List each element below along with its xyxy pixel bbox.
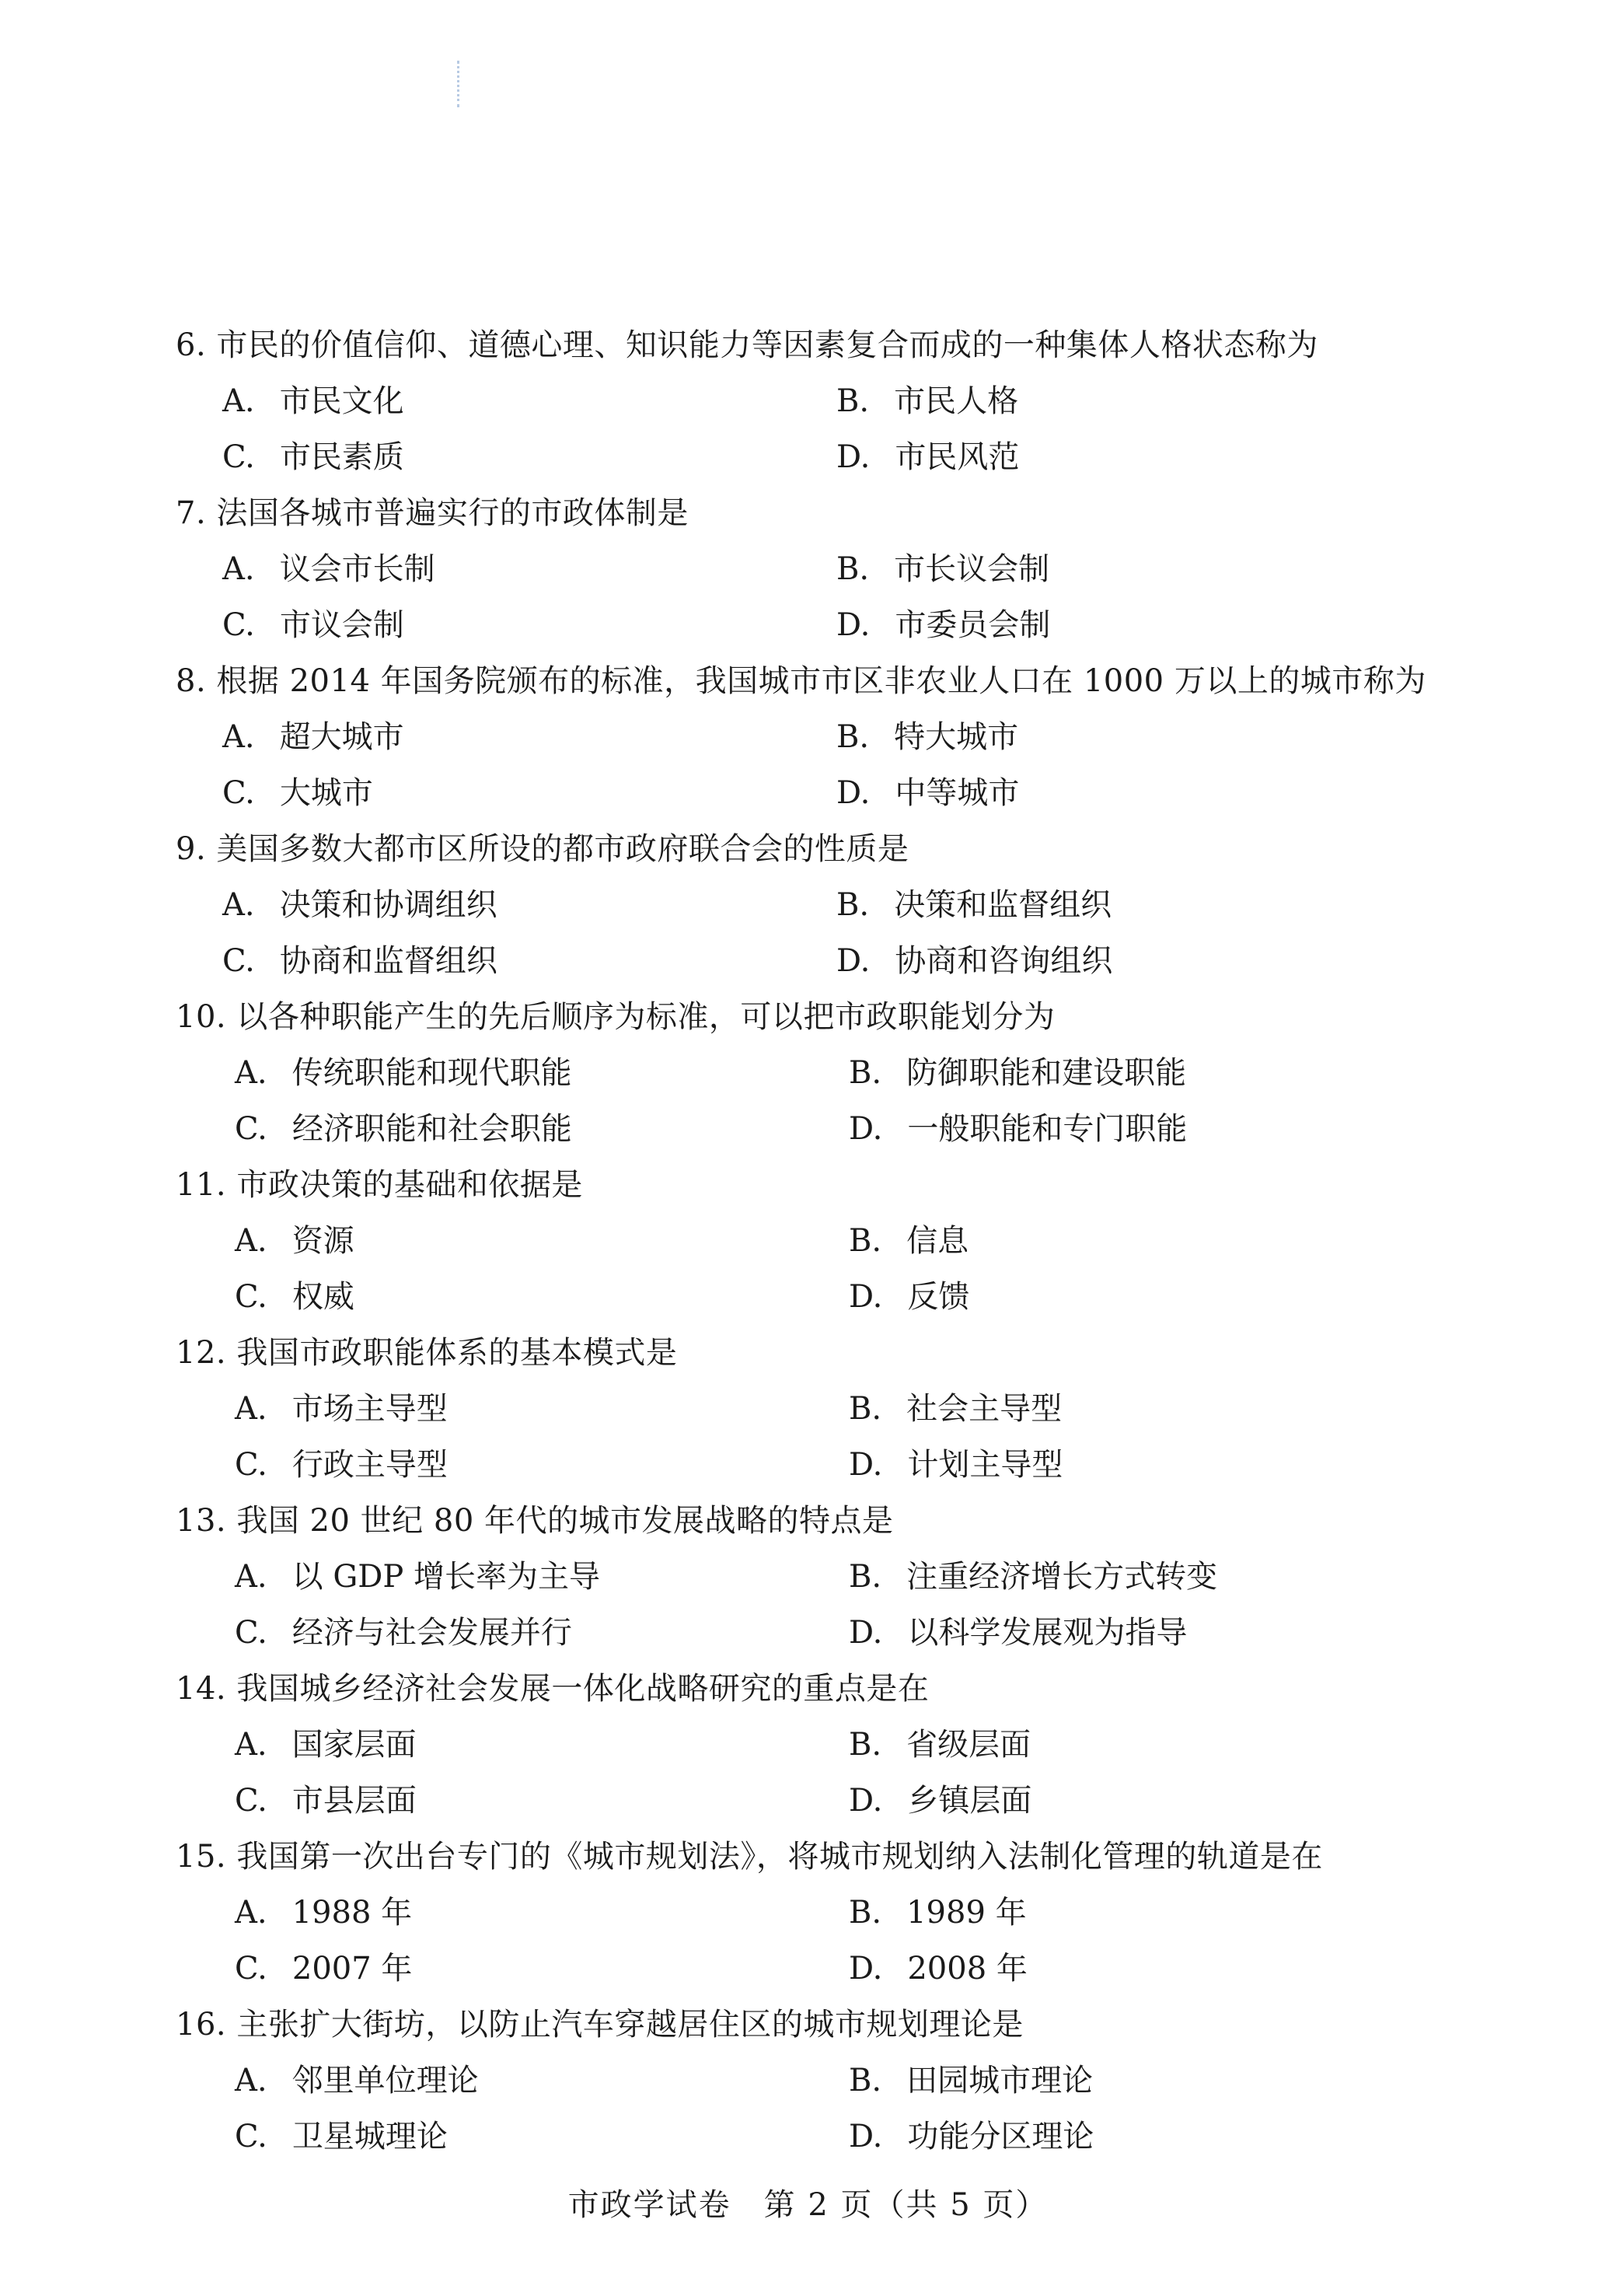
option-grid: [176, 1213, 1450, 1325]
option-grid: [176, 1549, 1450, 1661]
option-b: B. 市长议会制: [836, 551, 1050, 587]
page-footer: 市政学试卷 第 2 页（共 5 页）: [567, 2187, 1049, 2223]
question-16: [176, 1997, 1450, 2165]
option-a: A. 邻里单位理论: [235, 2063, 479, 2099]
option-grid: [176, 1717, 1450, 1829]
option-d: D. 市民风范: [836, 439, 1020, 475]
question-15: [176, 1829, 1450, 1997]
question-list: [176, 317, 1450, 2165]
option-d: D. 乡镇层面: [849, 1783, 1032, 1819]
question-6: [176, 317, 1450, 485]
question-stem: 14. 我国城乡经济社会发展一体化战略研究的重点是在: [176, 1671, 930, 1707]
option-grid: [176, 1885, 1450, 1997]
option-grid: [176, 1045, 1450, 1157]
option-c: C. 市议会制: [222, 607, 404, 643]
question-stem: 11. 市政决策的基础和依据是: [176, 1167, 583, 1203]
question-stem: 8. 根据 2014 年国务院颁布的标准，我国城市市区非农业人口在 1000 万以上的城市称为: [176, 663, 1426, 699]
option-c: C. 卫星城理论: [235, 2119, 448, 2154]
question-stem: 13. 我国 20 世纪 80 年代的城市发展战略的特点是: [176, 1503, 894, 1539]
option-d: D. 反馈: [849, 1279, 970, 1315]
question-9: [176, 821, 1450, 989]
option-c: C. 权威: [235, 1279, 354, 1315]
option-b: B. 决策和监督组织: [836, 887, 1112, 923]
option-d: D. 协商和咨询组织: [836, 943, 1113, 979]
option-grid: [176, 877, 1450, 989]
question-8: [176, 653, 1450, 821]
option-grid: [176, 1381, 1450, 1493]
option-c: C. 大城市: [222, 775, 373, 811]
question-10: [176, 989, 1450, 1157]
option-c: C. 经济与社会发展并行: [235, 1615, 572, 1651]
option-b: B. 信息: [849, 1223, 969, 1259]
option-d: D. 2008 年: [849, 1951, 1028, 1987]
option-a: A. 决策和协调组织: [222, 887, 497, 923]
option-b: B. 特大城市: [836, 719, 1019, 755]
option-c: C. 行政主导型: [235, 1447, 448, 1483]
option-a: A. 以 GDP 增长率为主导: [235, 1559, 600, 1595]
question-stem: 9. 美国多数大都市区所设的都市政府联合会的性质是: [176, 831, 909, 867]
option-a: A. 议会市长制: [222, 551, 435, 587]
option-grid: [176, 373, 1450, 485]
question-stem: 7. 法国各城市普遍实行的市政体制是: [176, 495, 689, 531]
option-a: A. 超大城市: [222, 719, 404, 755]
option-grid: [176, 709, 1450, 821]
option-b: B. 1989 年: [849, 1895, 1027, 1931]
option-c: C. 市县层面: [235, 1783, 417, 1819]
option-c: C. 协商和监督组织: [222, 943, 497, 979]
option-b: B. 省级层面: [849, 1727, 1031, 1763]
question-stem: 16. 主张扩大街坊，以防止汽车穿越居住区的城市规划理论是: [176, 2007, 1024, 2043]
option-b: B. 田园城市理论: [849, 2063, 1094, 2099]
scan-artifact-mark: [457, 61, 470, 107]
option-a: A. 资源: [235, 1223, 354, 1259]
option-b: B. 社会主导型: [849, 1391, 1063, 1427]
question-13: [176, 1493, 1450, 1661]
option-a: A. 市民文化: [222, 383, 404, 419]
option-a: A. 传统职能和现代职能: [235, 1055, 572, 1091]
option-d: D. 一般职能和专门职能: [849, 1111, 1188, 1147]
option-grid: [176, 541, 1450, 653]
question-stem: 10. 以各种职能产生的先后顺序为标准，可以把市政职能划分为: [176, 999, 1056, 1035]
option-d: D. 以科学发展观为指导: [849, 1615, 1188, 1651]
option-d: D. 市委员会制: [836, 607, 1051, 643]
option-d: D. 计划主导型: [849, 1447, 1063, 1483]
option-b: B. 防御职能和建设职能: [849, 1055, 1187, 1091]
option-d: D. 中等城市: [836, 775, 1020, 811]
question-12: [176, 1325, 1450, 1493]
option-c: C. 2007 年: [235, 1951, 413, 1987]
option-grid: [176, 2053, 1450, 2165]
question-7: [176, 485, 1450, 653]
option-a: A. 国家层面: [235, 1727, 417, 1763]
option-d: D. 功能分区理论: [849, 2119, 1094, 2154]
question-stem: 6. 市民的价值信仰、道德心理、知识能力等因素复合而成的一种集体人格状态称为: [176, 327, 1318, 363]
question-11: [176, 1157, 1450, 1325]
question-14: [176, 1661, 1450, 1829]
option-a: A. 1988 年: [235, 1895, 413, 1931]
question-stem: 12. 我国市政职能体系的基本模式是: [176, 1335, 678, 1371]
option-c: C. 经济职能和社会职能: [235, 1111, 572, 1147]
option-a: A. 市场主导型: [235, 1391, 448, 1427]
option-c: C. 市民素质: [222, 439, 404, 475]
option-b: B. 市民人格: [836, 383, 1019, 419]
option-b: B. 注重经济增长方式转变: [849, 1559, 1218, 1595]
question-stem: 15. 我国第一次出台专门的《城市规划法》，将城市规划纳入法制化管理的轨道是在: [176, 1839, 1323, 1875]
